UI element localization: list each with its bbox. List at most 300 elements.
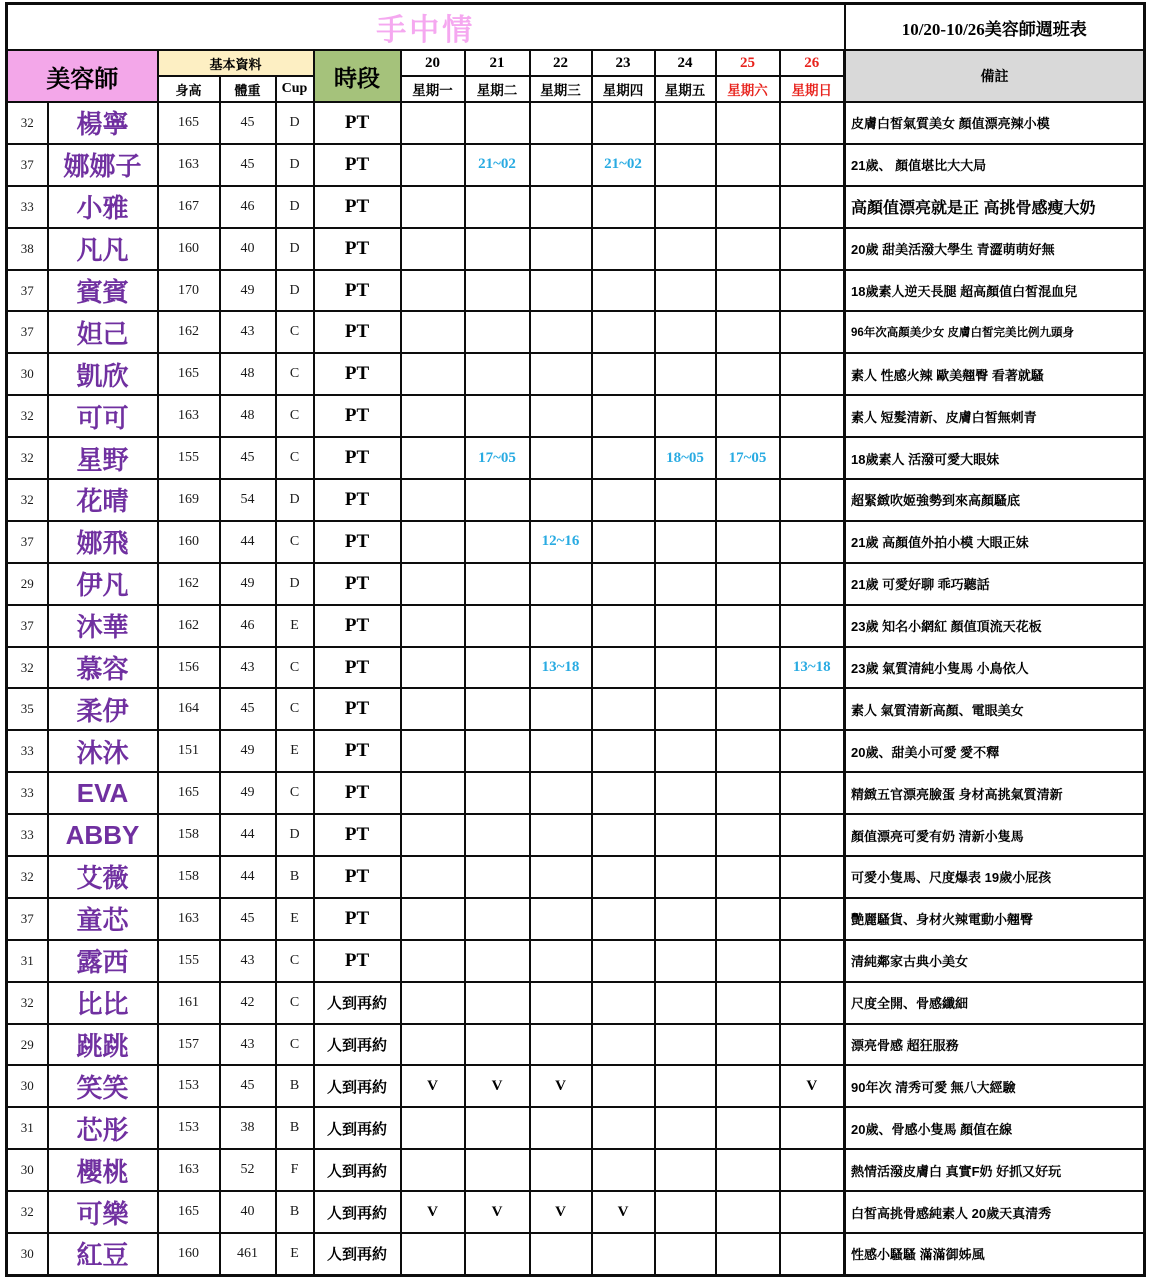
schedule-cell-fri (655, 1024, 716, 1066)
remark-cell: 素人 氣質清新高顏、電眼美女 (845, 688, 1145, 730)
cup-cell: B (276, 856, 314, 898)
staff-row (7, 1065, 1145, 1107)
staff-name-cell: 跳跳 (48, 1024, 158, 1066)
shift-cell: 人到再約 (314, 1233, 401, 1275)
shift-column-header: 時段 (314, 50, 401, 102)
schedule-cell-wed (530, 102, 592, 144)
cup-cell: C (276, 521, 314, 563)
schedule-cell-wed (530, 186, 592, 228)
schedule-cell-fri (655, 1107, 716, 1149)
staff-name-cell: 笑笑 (48, 1065, 158, 1107)
schedule-cell-fri (655, 814, 716, 856)
cup-cell: E (276, 605, 314, 647)
remark-cell: 18歲素人 活潑可愛大眼妹 (845, 437, 1145, 479)
staff-name-cell: 柔伊 (48, 688, 158, 730)
schedule-cell-tue: 17~05 (465, 437, 530, 479)
schedule-cell-mon (401, 688, 465, 730)
schedule-cell-mon (401, 395, 465, 437)
shift-cell: PT (314, 730, 401, 772)
schedule-cell-tue: V (465, 1191, 530, 1233)
age-cell: 32 (7, 1191, 48, 1233)
schedule-cell-sat (716, 1233, 780, 1275)
schedule-cell-sun (780, 1149, 845, 1191)
staff-rows (7, 102, 1145, 1275)
weight-cell: 48 (220, 395, 276, 437)
schedule-cell-tue (465, 898, 530, 940)
schedule-cell-tue (465, 311, 530, 353)
staff-name-cell: ABBY (48, 814, 158, 856)
shift-cell: PT (314, 647, 401, 689)
shift-cell: PT (314, 311, 401, 353)
schedule-cell-thu (592, 270, 655, 312)
schedule-cell-mon (401, 940, 465, 982)
schedule-cell-mon (401, 605, 465, 647)
cup-cell: D (276, 144, 314, 186)
height-cell: 158 (158, 856, 220, 898)
staff-name-cell: 可樂 (48, 1191, 158, 1233)
schedule-cell-tue (465, 940, 530, 982)
schedule-cell-sat (716, 1107, 780, 1149)
weight-cell: 40 (220, 228, 276, 270)
staff-row (7, 521, 1145, 563)
day-header-weekday-25: 星期六 (716, 76, 780, 102)
staff-name-cell: 賓賓 (48, 270, 158, 312)
schedule-cell-thu (592, 1024, 655, 1066)
staff-row (7, 479, 1145, 521)
schedule-cell-sat (716, 772, 780, 814)
schedule-cell-thu (592, 521, 655, 563)
shift-cell: PT (314, 772, 401, 814)
schedule-cell-fri (655, 102, 716, 144)
cup-cell: C (276, 353, 314, 395)
height-cell: 155 (158, 437, 220, 479)
schedule-cell-wed (530, 688, 592, 730)
weight-cell: 49 (220, 730, 276, 772)
remark-cell: 90年次 清秀可愛 無八大經驗 (845, 1065, 1145, 1107)
age-cell: 32 (7, 982, 48, 1024)
schedule-cell-mon (401, 228, 465, 270)
staff-name-cell: 娜娜子 (48, 144, 158, 186)
cup-cell: F (276, 1149, 314, 1191)
cup-cell: C (276, 1024, 314, 1066)
schedule-cell-wed (530, 856, 592, 898)
height-cell: 163 (158, 144, 220, 186)
schedule-cell-sun (780, 311, 845, 353)
age-cell: 29 (7, 563, 48, 605)
age-cell: 31 (7, 940, 48, 982)
shift-cell: PT (314, 102, 401, 144)
staff-name-cell: 紅豆 (48, 1233, 158, 1275)
day-header-date-23: 23 (592, 50, 655, 76)
height-column-header: 身高 (158, 76, 220, 102)
basic-info-header: 基本資料 (158, 50, 314, 76)
remark-cell: 23歲 知名小網紅 顏值頂流天花板 (845, 605, 1145, 647)
cup-cell: B (276, 1065, 314, 1107)
schedule-cell-sun (780, 814, 845, 856)
age-cell: 30 (7, 1065, 48, 1107)
shift-cell: PT (314, 353, 401, 395)
remark-cell: 熱情活潑皮膚白 真實F奶 好抓又好玩 (845, 1149, 1145, 1191)
schedule-cell-tue (465, 479, 530, 521)
schedule-cell-sat (716, 605, 780, 647)
schedule-cell-wed: V (530, 1191, 592, 1233)
schedule-cell-sat (716, 270, 780, 312)
weight-cell: 45 (220, 102, 276, 144)
height-cell: 158 (158, 814, 220, 856)
cup-cell: D (276, 102, 314, 144)
schedule-cell-thu (592, 940, 655, 982)
schedule-cell-thu (592, 563, 655, 605)
schedule-cell-mon (401, 353, 465, 395)
weight-cell: 48 (220, 353, 276, 395)
schedule-cell-sun (780, 772, 845, 814)
weight-cell: 49 (220, 270, 276, 312)
shift-cell: 人到再約 (314, 1024, 401, 1066)
schedule-cell-tue: 21~02 (465, 144, 530, 186)
schedule-cell-wed (530, 270, 592, 312)
height-cell: 165 (158, 353, 220, 395)
staff-row (7, 437, 1145, 479)
staff-row (7, 1233, 1145, 1275)
schedule-cell-sat (716, 688, 780, 730)
shift-cell: PT (314, 563, 401, 605)
staff-name-cell: 花晴 (48, 479, 158, 521)
day-header-weekday-20: 星期一 (401, 76, 465, 102)
weight-cell: 45 (220, 437, 276, 479)
schedule-sheet (5, 2, 1146, 1277)
day-header-date-24: 24 (655, 50, 716, 76)
schedule-cell-mon (401, 479, 465, 521)
cup-cell: C (276, 688, 314, 730)
height-cell: 162 (158, 563, 220, 605)
schedule-cell-fri (655, 730, 716, 772)
weight-cell: 45 (220, 144, 276, 186)
schedule-cell-fri (655, 647, 716, 689)
weight-cell: 54 (220, 479, 276, 521)
weight-cell: 43 (220, 1024, 276, 1066)
weight-cell: 46 (220, 186, 276, 228)
age-cell: 35 (7, 688, 48, 730)
cup-cell: D (276, 228, 314, 270)
schedule-cell-wed (530, 479, 592, 521)
schedule-cell-sun (780, 521, 845, 563)
height-cell: 165 (158, 1191, 220, 1233)
shift-cell: PT (314, 270, 401, 312)
schedule-cell-sat (716, 940, 780, 982)
staff-column-header: 美容師 (7, 50, 158, 102)
staff-name-cell: 娜飛 (48, 521, 158, 563)
shift-cell: PT (314, 940, 401, 982)
schedule-cell-sun (780, 940, 845, 982)
schedule-cell-sat (716, 856, 780, 898)
staff-name-cell: 凱欣 (48, 353, 158, 395)
schedule-cell-sun: V (780, 1065, 845, 1107)
schedule-cell-thu (592, 228, 655, 270)
staff-row (7, 940, 1145, 982)
staff-row (7, 856, 1145, 898)
schedule-cell-wed (530, 898, 592, 940)
staff-name-cell: 楊寧 (48, 102, 158, 144)
shift-cell: PT (314, 437, 401, 479)
height-cell: 165 (158, 772, 220, 814)
shift-cell: PT (314, 856, 401, 898)
schedule-cell-sun (780, 563, 845, 605)
shift-cell: PT (314, 395, 401, 437)
age-cell: 37 (7, 144, 48, 186)
schedule-cell-fri (655, 270, 716, 312)
weight-cell: 52 (220, 1149, 276, 1191)
weight-cell: 44 (220, 521, 276, 563)
schedule-cell-wed: 12~16 (530, 521, 592, 563)
schedule-cell-fri (655, 479, 716, 521)
schedule-cell-wed (530, 228, 592, 270)
staff-row (7, 1191, 1145, 1233)
schedule-cell-sat (716, 1149, 780, 1191)
schedule-cell-fri: 18~05 (655, 437, 716, 479)
schedule-cell-mon (401, 647, 465, 689)
schedule-cell-thu (592, 1107, 655, 1149)
schedule-cell-thu (592, 1233, 655, 1275)
schedule-cell-mon (401, 982, 465, 1024)
schedule-cell-fri (655, 1149, 716, 1191)
shift-cell: 人到再約 (314, 1107, 401, 1149)
staff-name-cell: 櫻桃 (48, 1149, 158, 1191)
shift-cell: PT (314, 688, 401, 730)
remark-cell: 精緻五官漂亮臉蛋 身材高挑氣質清新 (845, 772, 1145, 814)
schedule-cell-mon (401, 144, 465, 186)
schedule-cell-thu: 21~02 (592, 144, 655, 186)
shift-cell: PT (314, 521, 401, 563)
cup-cell: C (276, 982, 314, 1024)
schedule-cell-tue (465, 102, 530, 144)
schedule-cell-wed (530, 144, 592, 186)
weight-cell: 43 (220, 647, 276, 689)
remark-cell: 尺度全開、骨感纖細 (845, 982, 1145, 1024)
staff-name-cell: EVA (48, 772, 158, 814)
age-cell: 37 (7, 311, 48, 353)
schedule-cell-thu (592, 1065, 655, 1107)
schedule-cell-fri (655, 563, 716, 605)
schedule-cell-tue (465, 772, 530, 814)
schedule-cell-mon (401, 814, 465, 856)
schedule-cell-tue (465, 270, 530, 312)
schedule-cell-thu (592, 353, 655, 395)
height-cell: 165 (158, 102, 220, 144)
staff-row (7, 144, 1145, 186)
weight-cell: 38 (220, 1107, 276, 1149)
weight-cell: 44 (220, 814, 276, 856)
staff-row (7, 353, 1145, 395)
height-cell: 167 (158, 186, 220, 228)
staff-row (7, 605, 1145, 647)
schedule-cell-thu: V (592, 1191, 655, 1233)
staff-row (7, 395, 1145, 437)
schedule-cell-thu (592, 395, 655, 437)
day-header-weekday-22: 星期三 (530, 76, 592, 102)
schedule-cell-tue (465, 1024, 530, 1066)
schedule-cell-tue (465, 688, 530, 730)
schedule-cell-sun (780, 730, 845, 772)
staff-row (7, 1024, 1145, 1066)
remark-cell: 性感小騷騷 滿滿御姊風 (845, 1233, 1145, 1275)
staff-row (7, 186, 1145, 228)
height-cell: 151 (158, 730, 220, 772)
schedule-cell-sun (780, 982, 845, 1024)
staff-name-cell: 慕容 (48, 647, 158, 689)
schedule-cell-sun (780, 856, 845, 898)
title-cell (7, 4, 845, 51)
staff-row (7, 311, 1145, 353)
shift-cell: 人到再約 (314, 982, 401, 1024)
cup-cell: C (276, 311, 314, 353)
page-title: 手中情 (376, 14, 476, 47)
weight-cell: 45 (220, 688, 276, 730)
remark-cell: 20歲 甜美活潑大學生 青澀萌萌好無 (845, 228, 1145, 270)
schedule-cell-sat (716, 144, 780, 186)
day-header-date-20: 20 (401, 50, 465, 76)
schedule-cell-fri (655, 605, 716, 647)
schedule-cell-wed (530, 1024, 592, 1066)
height-cell: 153 (158, 1065, 220, 1107)
shift-cell: PT (314, 898, 401, 940)
height-cell: 161 (158, 982, 220, 1024)
schedule-cell-thu (592, 772, 655, 814)
remark-cell: 艷麗騷貨、身材火辣電動小翹臀 (845, 898, 1145, 940)
schedule-cell-sun (780, 1191, 845, 1233)
schedule-cell-sat (716, 1024, 780, 1066)
staff-row (7, 730, 1145, 772)
staff-name-cell: 比比 (48, 982, 158, 1024)
staff-name-cell: 妲己 (48, 311, 158, 353)
schedule-cell-mon (401, 186, 465, 228)
shift-cell: 人到再約 (314, 1065, 401, 1107)
staff-row (7, 1107, 1145, 1149)
height-cell: 169 (158, 479, 220, 521)
height-cell: 170 (158, 270, 220, 312)
weight-cell: 43 (220, 311, 276, 353)
shift-cell: PT (314, 228, 401, 270)
schedule-cell-tue (465, 1107, 530, 1149)
schedule-cell-tue (465, 856, 530, 898)
schedule-cell-thu (592, 814, 655, 856)
schedule-cell-sun (780, 144, 845, 186)
cup-cell: C (276, 647, 314, 689)
schedule-cell-sat (716, 814, 780, 856)
age-cell: 30 (7, 353, 48, 395)
weight-cell: 43 (220, 940, 276, 982)
age-cell: 30 (7, 1149, 48, 1191)
height-cell: 162 (158, 311, 220, 353)
day-header-date-22: 22 (530, 50, 592, 76)
schedule-cell-fri (655, 856, 716, 898)
shift-cell: 人到再約 (314, 1149, 401, 1191)
age-cell: 37 (7, 898, 48, 940)
schedule-cell-fri (655, 228, 716, 270)
staff-name-cell: 芯彤 (48, 1107, 158, 1149)
schedule-cell-sun (780, 688, 845, 730)
staff-row (7, 772, 1145, 814)
cup-cell: D (276, 186, 314, 228)
age-cell: 37 (7, 605, 48, 647)
schedule-cell-wed (530, 605, 592, 647)
day-header-weekday-26: 星期日 (780, 76, 845, 102)
age-cell: 32 (7, 437, 48, 479)
schedule-cell-sun (780, 479, 845, 521)
age-cell: 32 (7, 647, 48, 689)
schedule-cell-tue (465, 395, 530, 437)
schedule-cell-mon (401, 1024, 465, 1066)
cup-column-header: Cup (276, 76, 314, 102)
day-header-date-25: 25 (716, 50, 780, 76)
schedule-cell-wed (530, 563, 592, 605)
shift-cell: PT (314, 814, 401, 856)
schedule-cell-tue (465, 563, 530, 605)
schedule-cell-mon (401, 1149, 465, 1191)
schedule-cell-thu (592, 479, 655, 521)
age-cell: 33 (7, 772, 48, 814)
cup-cell: B (276, 1191, 314, 1233)
day-header-weekday-24: 星期五 (655, 76, 716, 102)
schedule-cell-sat (716, 730, 780, 772)
staff-name-cell: 沐沐 (48, 730, 158, 772)
schedule-cell-wed (530, 1233, 592, 1275)
weight-cell: 42 (220, 982, 276, 1024)
schedule-cell-sun (780, 437, 845, 479)
cup-cell: D (276, 479, 314, 521)
staff-row (7, 270, 1145, 312)
cup-cell: C (276, 437, 314, 479)
cup-cell: C (276, 772, 314, 814)
cup-cell: C (276, 395, 314, 437)
schedule-cell-sat (716, 353, 780, 395)
schedule-cell-fri (655, 940, 716, 982)
cup-cell: D (276, 270, 314, 312)
age-cell: 33 (7, 186, 48, 228)
day-header-weekday-21: 星期二 (465, 76, 530, 102)
weight-cell: 45 (220, 1065, 276, 1107)
cup-cell: C (276, 940, 314, 982)
remark-cell: 21歲 可愛好聊 乖巧聽話 (845, 563, 1145, 605)
age-cell: 32 (7, 102, 48, 144)
schedule-cell-wed (530, 772, 592, 814)
schedule-cell-sun (780, 1107, 845, 1149)
staff-name-cell: 露西 (48, 940, 158, 982)
height-cell: 162 (158, 605, 220, 647)
schedule-cell-fri (655, 186, 716, 228)
cup-cell: E (276, 1233, 314, 1275)
schedule-cell-sat (716, 102, 780, 144)
remark-cell: 顏值漂亮可愛有奶 清新小隻馬 (845, 814, 1145, 856)
schedule-cell-sat (716, 521, 780, 563)
schedule-cell-sun: 13~18 (780, 647, 845, 689)
height-cell: 163 (158, 1149, 220, 1191)
shift-cell: PT (314, 605, 401, 647)
weekly-schedule-table (5, 2, 1146, 1277)
height-cell: 160 (158, 228, 220, 270)
schedule-cell-sun (780, 228, 845, 270)
weight-cell: 46 (220, 605, 276, 647)
schedule-cell-sun (780, 898, 845, 940)
schedule-cell-tue: V (465, 1065, 530, 1107)
schedule-cell-sat (716, 186, 780, 228)
age-cell: 32 (7, 395, 48, 437)
remark-cell: 96年次高顏美少女 皮膚白皙完美比例九頭身 (845, 311, 1145, 353)
schedule-cell-fri (655, 982, 716, 1024)
schedule-cell-wed (530, 940, 592, 982)
age-cell: 32 (7, 856, 48, 898)
schedule-cell-sun (780, 395, 845, 437)
schedule-cell-sat (716, 311, 780, 353)
